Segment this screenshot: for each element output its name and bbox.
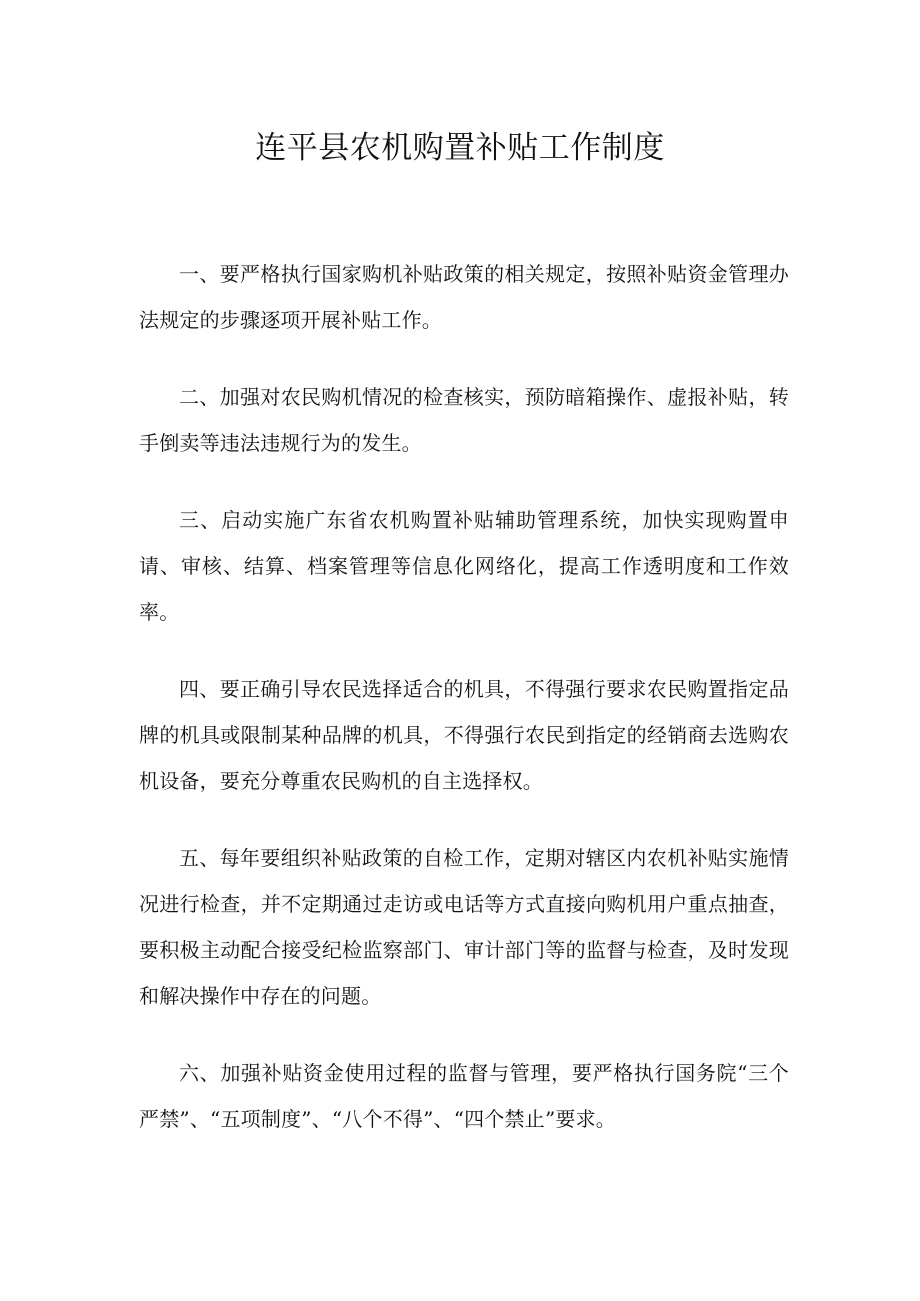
- paragraph-2: 二、加强对农民购机情况的检查核实，预防暗箱操作、虚报补贴，转手倒卖等违法违规行为的发生。: [139, 385, 789, 455]
- document-title: 连平县农机购置补贴工作制度: [255, 130, 665, 166]
- paragraph-4: 四、要正确引导农民选择适合的机具，不得强行要求农民购置指定品牌的机具或限制某种品牌的机具，不得强行农民到指定的经销商去选购农机设备，要充分尊重农民购机的自主选择权。: [139, 677, 789, 793]
- paragraph-5: 五、每年要组织补贴政策的自检工作，定期对辖区内农机补贴实施情况进行检查，并不定期通过走访或电话等方式直接向购机用户重点抽查，要积极主动配合接受纪检监察部门、审计部门等的监督与检查，及时发现和解决操作中存在的问题。: [139, 846, 789, 1008]
- document-body: [139, 251, 789, 1173]
- paragraph-6: 六、加强补贴资金使用过程的监督与管理，要严格执行国务院“三个严禁”、“五项制度”、“八个不得”、“四个禁止”要求。: [139, 1061, 789, 1131]
- paragraph-1: 一、要严格执行国家购机补贴政策的相关规定，按照补贴资金管理办法规定的步骤逐项开展补贴工作。: [139, 262, 789, 332]
- paragraph-3: 三、启动实施广东省农机购置补贴辅助管理系统，加快实现购置申请、审核、结算、档案管理等信息化网络化，提高工作透明度和工作效率。: [139, 508, 789, 624]
